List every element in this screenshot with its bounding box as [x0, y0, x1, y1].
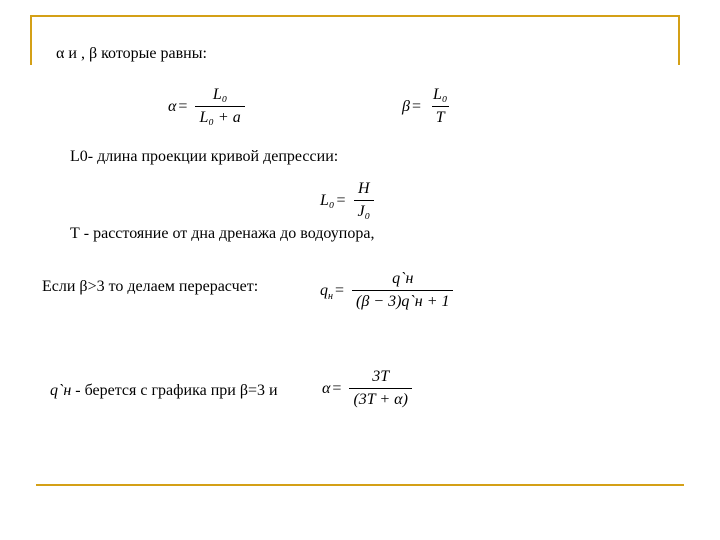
t-definition: Т - расстояние от дна дренажа до водоупора, — [70, 225, 375, 242]
l0-formula — [320, 180, 374, 221]
equals-sign: = — [336, 191, 346, 209]
equals-sign: = — [178, 97, 188, 115]
q-prime-symbol: q`н — [50, 382, 72, 399]
q-symbol: $q_н$ — [320, 281, 333, 302]
l0-fraction — [354, 180, 375, 221]
beta-fraction — [429, 86, 451, 127]
q-numerator: q`н — [392, 270, 414, 287]
l0-symbol: L₀ — [320, 191, 335, 209]
alpha2-denominator: (3T + α) — [349, 388, 411, 409]
equals-sign: = — [332, 379, 342, 397]
left-rule — [30, 15, 32, 65]
alpha2-formula — [322, 368, 412, 409]
alpha2-symbol: α — [322, 379, 331, 397]
l0-denominator: J₀ — [354, 200, 375, 221]
l0-numerator: H — [358, 180, 370, 197]
beta-numerator: L₀ — [433, 86, 448, 103]
alpha2-numerator: 3T — [372, 368, 390, 385]
graph-note — [50, 382, 278, 400]
alpha-numerator: L₀ — [212, 86, 228, 103]
beta-denominator: T — [432, 106, 449, 127]
beta-formula — [402, 86, 451, 127]
alpha-denominator: L₀ + a — [195, 106, 244, 127]
q-formula — [320, 270, 453, 311]
right-rule — [678, 15, 680, 65]
bottom-rule — [36, 484, 684, 486]
alpha-formula — [168, 86, 245, 127]
top-rule — [30, 15, 678, 17]
q-fraction — [352, 270, 453, 311]
l0-definition: L0- длина проекции кривой депрессии: — [70, 148, 339, 165]
graph-note-text: - берется с графика при β=3 и — [75, 382, 278, 399]
beta-symbol: β — [402, 97, 410, 115]
intro-line: α и , β которые равны: — [56, 45, 207, 62]
equals-sign: = — [411, 97, 421, 115]
equals-sign: = — [334, 281, 344, 299]
q-denominator: (β − 3)q`н + 1 — [352, 290, 453, 311]
recalc-condition: Если β>3 то делаем перерасчет: — [42, 278, 259, 295]
alpha-fraction — [195, 86, 244, 127]
alpha-symbol: α — [168, 97, 177, 115]
alpha2-fraction — [349, 368, 411, 409]
